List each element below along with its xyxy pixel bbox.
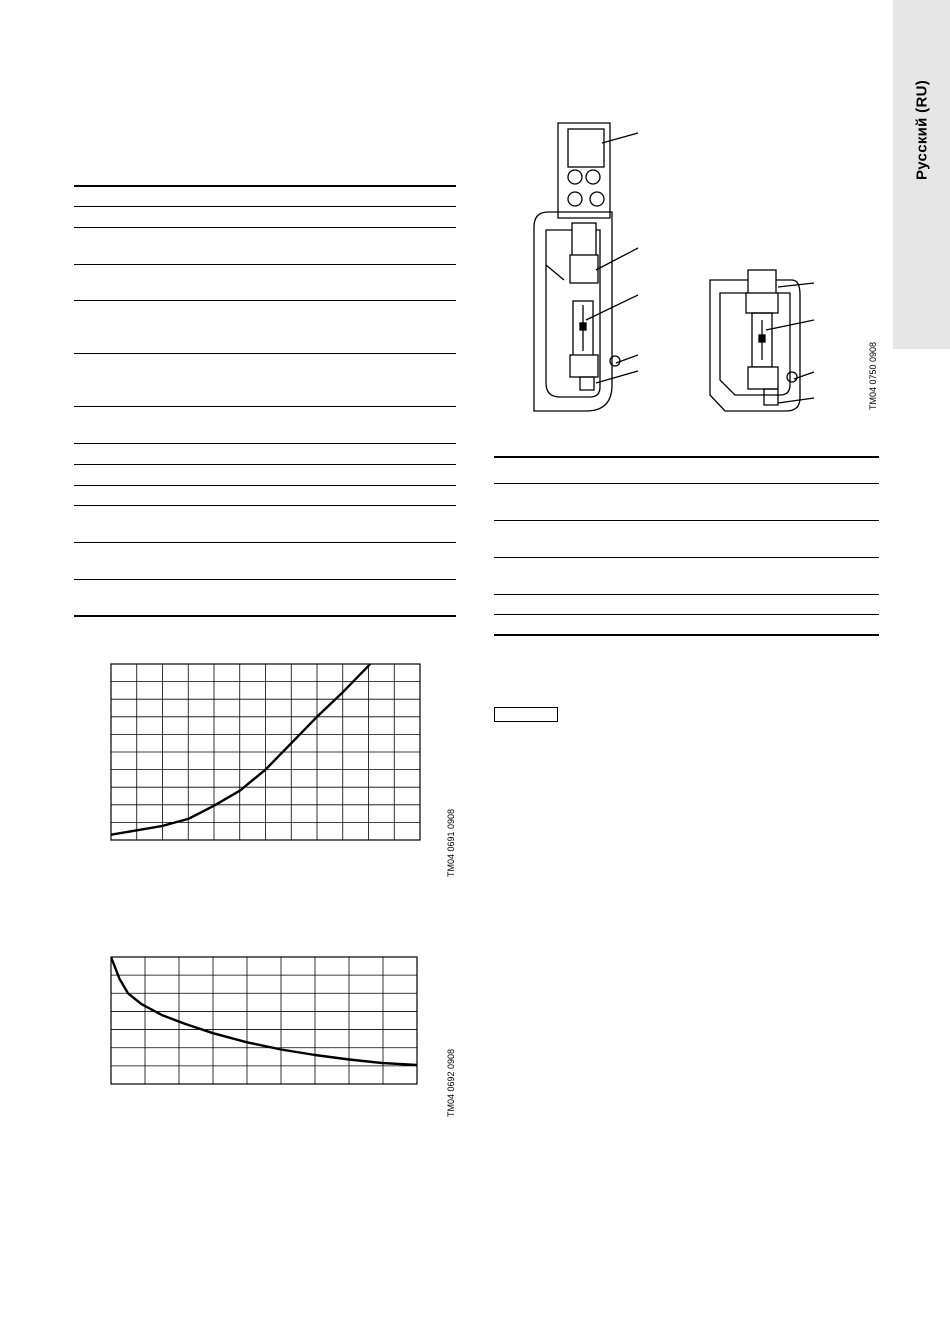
- table-rule: [74, 185, 456, 187]
- table-rule: [494, 594, 879, 595]
- table-rule: [74, 227, 456, 228]
- language-label: Русский (RU): [913, 79, 930, 181]
- table-rule: [74, 206, 456, 207]
- figure-code-device: TM04 0750 0908: [868, 341, 878, 410]
- table-rule: [494, 456, 879, 458]
- figure-code-chart-bottom: TM04 0692 0908: [446, 1048, 456, 1117]
- table-rule: [74, 443, 456, 444]
- table-rule: [74, 353, 456, 354]
- language-tab: [893, 0, 950, 349]
- table-rule: [494, 520, 879, 521]
- table-rule: [74, 300, 456, 301]
- flowmeter-figure: [520, 115, 820, 420]
- plot-frame: [111, 957, 417, 1084]
- series-line: [111, 957, 417, 1065]
- table-rule: [74, 542, 456, 543]
- note-box: [494, 707, 558, 722]
- figure-code-chart-top: TM04 0691 0908: [446, 808, 456, 877]
- table-rule: [74, 464, 456, 465]
- table-rule: [494, 634, 879, 636]
- table-rule: [494, 557, 879, 558]
- chart-bottom: [108, 955, 422, 1087]
- chart-top: [108, 660, 424, 845]
- table-rule: [74, 505, 456, 506]
- table-rule: [494, 483, 879, 484]
- table-rule: [74, 579, 456, 580]
- table-rule: [74, 406, 456, 407]
- table-rule: [74, 615, 456, 617]
- table-rule: [74, 264, 456, 265]
- table-rule: [74, 485, 456, 486]
- table-rule: [494, 614, 879, 615]
- series-line: [111, 660, 407, 835]
